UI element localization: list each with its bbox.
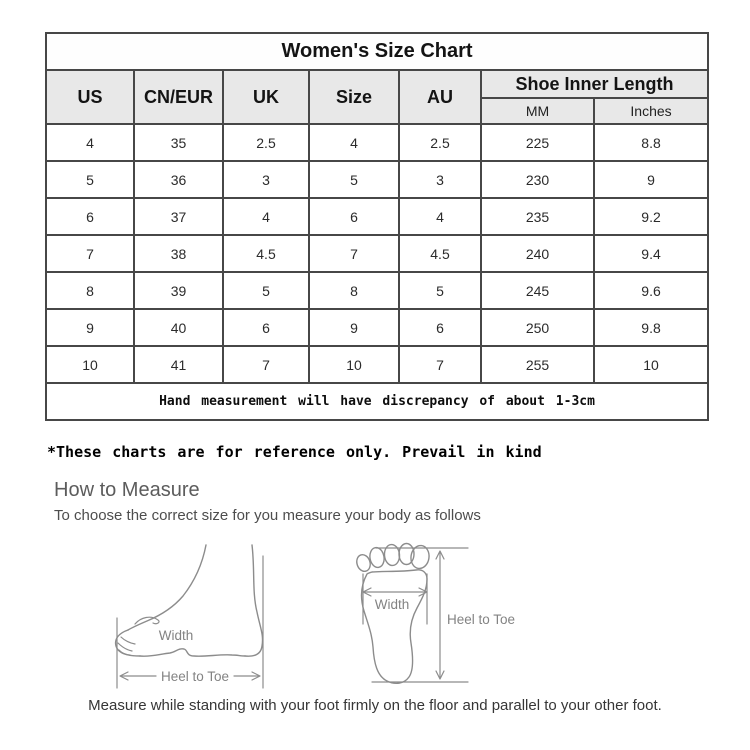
size-cell: 5 bbox=[223, 272, 309, 309]
size-cell: 9.2 bbox=[594, 198, 708, 235]
size-cell: 235 bbox=[481, 198, 594, 235]
column-header-uk: UK bbox=[223, 70, 309, 124]
size-cell: 240 bbox=[481, 235, 594, 272]
table-row bbox=[46, 161, 708, 198]
table-row bbox=[46, 309, 708, 346]
top-view-width-label: Width bbox=[374, 597, 410, 612]
size-cell: 2.5 bbox=[399, 124, 481, 161]
size-cell: 3 bbox=[223, 161, 309, 198]
size-cell: 40 bbox=[134, 309, 223, 346]
table-title-row bbox=[46, 33, 708, 70]
size-cell: 4 bbox=[223, 198, 309, 235]
top-view-foot-illustration bbox=[355, 544, 515, 684]
column-header-cneur: CN/EUR bbox=[134, 70, 223, 124]
column-header-us: US bbox=[46, 70, 134, 124]
side-view-heel-to-toe-label: Heel to Toe bbox=[160, 669, 230, 684]
column-header-mm: MM bbox=[481, 98, 594, 124]
size-cell: 9 bbox=[594, 161, 708, 198]
size-cell: 2.5 bbox=[223, 124, 309, 161]
size-cell: 8.8 bbox=[594, 124, 708, 161]
size-cell: 4.5 bbox=[399, 235, 481, 272]
size-cell: 4 bbox=[309, 124, 399, 161]
table-row bbox=[46, 124, 708, 161]
size-cell: 7 bbox=[223, 346, 309, 383]
measure-caption: Measure while standing with your foot firmly on the floor and parallel to your other foot. bbox=[88, 697, 662, 714]
size-cell: 35 bbox=[134, 124, 223, 161]
size-cell: 10 bbox=[594, 346, 708, 383]
table-footnote: Hand measurement will have discrepancy of about 1-3cm bbox=[46, 383, 708, 420]
table-row bbox=[46, 235, 708, 272]
size-cell: 10 bbox=[46, 346, 134, 383]
size-cell: 230 bbox=[481, 161, 594, 198]
size-cell: 9.4 bbox=[594, 235, 708, 272]
size-cell: 9.6 bbox=[594, 272, 708, 309]
size-cell: 255 bbox=[481, 346, 594, 383]
side-view-foot-illustration bbox=[116, 545, 263, 688]
reference-note: *These charts are for reference only. Prevail in kind bbox=[47, 443, 542, 461]
size-cell: 9 bbox=[46, 309, 134, 346]
size-cell: 7 bbox=[309, 235, 399, 272]
size-cell: 9.8 bbox=[594, 309, 708, 346]
how-to-measure-heading: How to Measure bbox=[54, 479, 200, 501]
size-cell: 6 bbox=[399, 309, 481, 346]
table-title: Women's Size Chart bbox=[46, 33, 708, 70]
foot-measurement-diagram bbox=[90, 533, 560, 695]
size-chart-table bbox=[45, 32, 709, 421]
size-cell: 5 bbox=[46, 161, 134, 198]
size-cell: 6 bbox=[46, 198, 134, 235]
size-cell: 4 bbox=[399, 198, 481, 235]
size-cell: 7 bbox=[46, 235, 134, 272]
size-cell: 38 bbox=[134, 235, 223, 272]
size-cell: 250 bbox=[481, 309, 594, 346]
size-cell: 7 bbox=[399, 346, 481, 383]
size-cell: 5 bbox=[309, 161, 399, 198]
size-cell: 6 bbox=[309, 198, 399, 235]
size-cell: 41 bbox=[134, 346, 223, 383]
side-view-width-label: Width bbox=[158, 628, 194, 643]
table-header-row bbox=[46, 70, 708, 98]
size-cell: 36 bbox=[134, 161, 223, 198]
size-cell: 4 bbox=[46, 124, 134, 161]
size-cell: 10 bbox=[309, 346, 399, 383]
size-cell: 5 bbox=[399, 272, 481, 309]
top-view-heel-to-toe-label: Heel to Toe bbox=[447, 612, 516, 627]
table-row bbox=[46, 198, 708, 235]
size-cell: 39 bbox=[134, 272, 223, 309]
column-header-au: AU bbox=[399, 70, 481, 124]
size-table-body bbox=[46, 124, 708, 383]
size-cell: 4.5 bbox=[223, 235, 309, 272]
size-cell: 8 bbox=[46, 272, 134, 309]
size-cell: 225 bbox=[481, 124, 594, 161]
size-cell: 9 bbox=[309, 309, 399, 346]
table-row bbox=[46, 346, 708, 383]
column-header-size: Size bbox=[309, 70, 399, 124]
size-cell: 3 bbox=[399, 161, 481, 198]
size-cell: 245 bbox=[481, 272, 594, 309]
how-to-measure-subheading: To choose the correct size for you measure your body as follows bbox=[54, 507, 481, 524]
size-cell: 8 bbox=[309, 272, 399, 309]
column-header-shoe-inner-length: Shoe Inner Length bbox=[481, 70, 708, 98]
column-header-inches: Inches bbox=[594, 98, 708, 124]
size-cell: 6 bbox=[223, 309, 309, 346]
size-cell: 37 bbox=[134, 198, 223, 235]
table-footnote-row bbox=[46, 383, 708, 420]
table-row bbox=[46, 272, 708, 309]
